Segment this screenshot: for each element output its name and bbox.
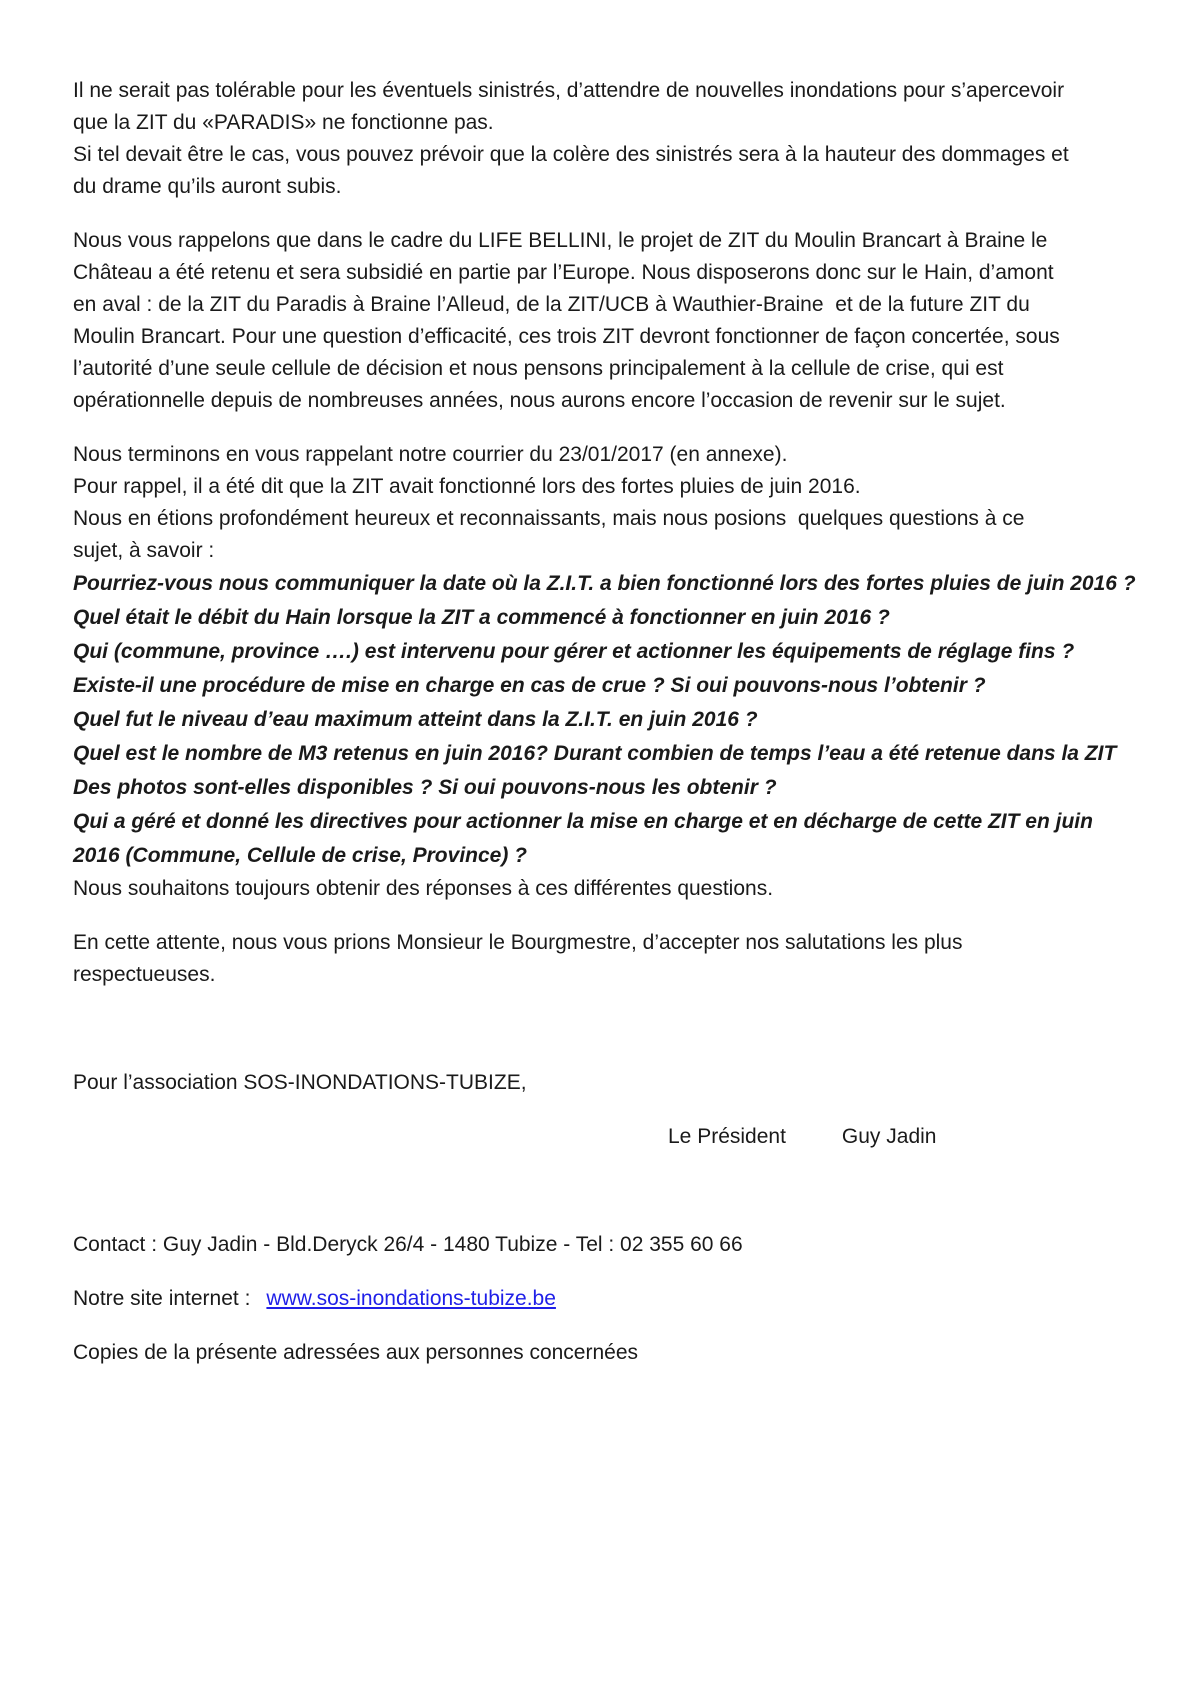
question-line: 2016 (Commune, Cellule de crise, Province) ? xyxy=(73,844,527,867)
question-line: Quel fut le niveau d’eau maximum atteint dans la Z.I.T. en juin 2016 ? xyxy=(73,708,758,731)
text-line: Nous terminons en vous rappelant notre courrier du 23/01/2017 (en annexe). xyxy=(73,443,788,466)
questions-block xyxy=(73,567,1150,873)
paragraph-courrier xyxy=(73,439,1150,567)
contact-line: Contact : Guy Jadin - Bld.Deryck 26/4 - 1480 Tubize - Tel : 02 355 60 66 xyxy=(73,1233,743,1256)
text-line: Pour rappel, il a été dit que la ZIT avait fonctionné lors des fortes pluies de juin 2016. xyxy=(73,475,861,498)
text-line: En cette attente, nous vous prions Monsieur le Bourgmestre, d’accepter nos salutations les plus xyxy=(73,931,963,954)
copies-line: Copies de la présente adressées aux personnes concernées xyxy=(73,1341,639,1364)
text-line: sujet, à savoir : xyxy=(73,539,215,562)
website-line xyxy=(73,1283,1150,1315)
signature-title: Le Président xyxy=(668,1125,786,1148)
text-line: Château a été retenu et sera subsidié en partie par l’Europe. Nous disposerons donc sur le Hain, d’amont xyxy=(73,261,1054,284)
question-line: Quel est le nombre de M3 retenus en juin 2016? Durant combien de temps l’eau a été retenue dans la ZIT xyxy=(73,742,1117,765)
signature-line xyxy=(73,1121,1150,1153)
text-line: Nous vous rappelons que dans le cadre du LIFE BELLINI, le projet de ZIT du Moulin Brancart à Braine le xyxy=(73,229,1048,252)
question-line: Qui a géré et donné les directives pour actionner la mise en charge et en décharge de cette ZIT en juin xyxy=(73,810,1093,833)
paragraph-copies xyxy=(73,1337,1150,1369)
question-line: Qui (commune, province ….) est intervenu pour gérer et actionner les équipements de réglage fins ? xyxy=(73,640,1075,663)
signature-name: Guy Jadin xyxy=(841,1125,937,1148)
question-line: Des photos sont-elles disponibles ? Si oui pouvons-nous les obtenir ? xyxy=(73,776,777,799)
text-line: Il ne serait pas tolérable pour les éventuels sinistrés, d’attendre de nouvelles inondations pour s’apercevoir xyxy=(73,79,1065,102)
text-line: Nous souhaitons toujours obtenir des réponses à ces différentes questions. xyxy=(73,877,774,900)
paragraph-life-bellini xyxy=(73,225,1150,417)
text-line: en aval : de la ZIT du Paradis à Braine l’Alleud, de la ZIT/UCB à Wauthier-Braine et de la future ZIT du xyxy=(73,293,1030,316)
website-label: Notre site internet : xyxy=(73,1287,251,1310)
text-line: Pour l’association SOS-INONDATIONS-TUBIZE, xyxy=(73,1071,527,1094)
text-line: du drame qu’ils auront subis. xyxy=(73,175,342,198)
text-line: respectueuses. xyxy=(73,963,216,986)
question-line: Existe-il une procédure de mise en charge en cas de crue ? Si oui pouvons-nous l’obtenir ? xyxy=(73,674,986,697)
text-line: Moulin Brancart. Pour une question d’efficacité, ces trois ZIT devront fonctionner de façon concertée, sous xyxy=(73,325,1060,348)
paragraph-closing xyxy=(73,927,1150,991)
website-link[interactable]: www.sos-inondations-tubize.be xyxy=(266,1287,556,1310)
text-line: l’autorité d’une seule cellule de décision et nous pensons principalement à la cellule de crise, qui est xyxy=(73,357,1004,380)
paragraph-souhaitons xyxy=(73,873,1150,905)
question-line: Pourriez-vous nous communiquer la date où la Z.I.T. a bien fonctionné lors des fortes pluies de juin 2016 ? xyxy=(73,572,1136,595)
paragraph-association xyxy=(73,1067,1150,1099)
paragraph-contact xyxy=(73,1229,1150,1261)
text-line: Si tel devait être le cas, vous pouvez prévoir que la colère des sinistrés sera à la hauteur des dommages et xyxy=(73,143,1069,166)
paragraph-intro xyxy=(73,75,1150,203)
text-line: que la ZIT du «PARADIS» ne fonctionne pas. xyxy=(73,111,494,134)
question-line: Quel était le débit du Hain lorsque la ZIT a commencé à fonctionner en juin 2016 ? xyxy=(73,606,890,629)
text-line: Nous en étions profondément heureux et reconnaissants, mais nous posions quelques questions à ce xyxy=(73,507,1025,530)
text-line: opérationnelle depuis de nombreuses années, nous aurons encore l’occasion de revenir sur le sujet. xyxy=(73,389,1006,412)
